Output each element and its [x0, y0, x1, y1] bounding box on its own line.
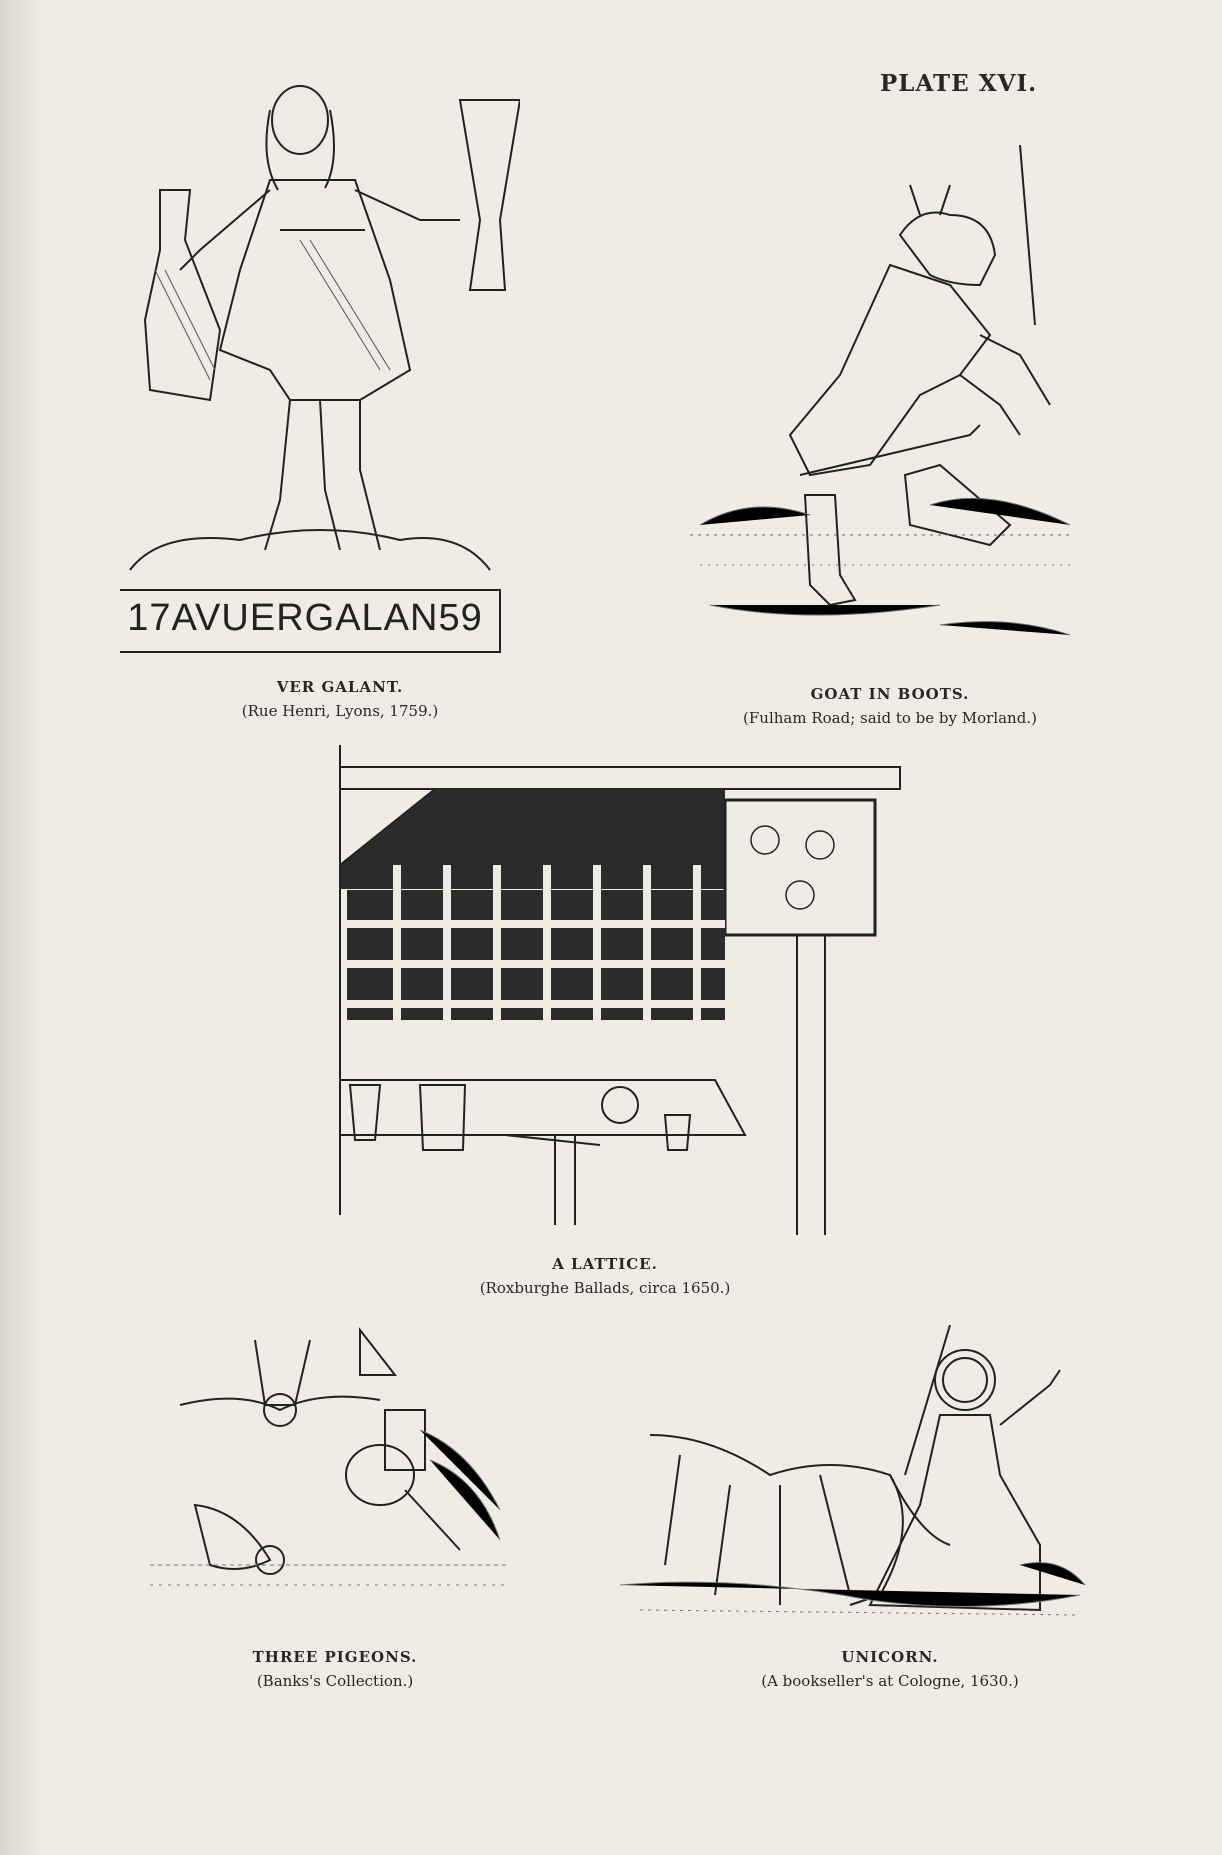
goat-in-boots-illustration: [690, 145, 1090, 665]
caption-subtitle: (A bookseller's at Cologne, 1630.): [761, 1672, 1019, 1690]
plate-title: PLATE XVI.: [880, 70, 1038, 97]
caption-title: A LATTICE.: [552, 1255, 658, 1273]
caption-subtitle: (Roxburghe Ballads, circa 1650.): [479, 1279, 731, 1297]
caption-title: GOAT IN BOOTS.: [810, 685, 970, 703]
book-binding-edge: [0, 0, 40, 1855]
figure-lattice: [335, 745, 905, 1245]
figure-three-pigeons: [150, 1310, 520, 1610]
figure-ver-galant: [120, 70, 520, 670]
caption-subtitle: (Rue Henri, Lyons, 1759.): [241, 702, 439, 720]
figure-unicorn: [620, 1325, 1090, 1630]
caption-goat-in-boots: [690, 682, 1090, 730]
caption-title: UNICORN.: [841, 1648, 939, 1666]
caption-lattice: [420, 1252, 790, 1300]
lattice-illustration: [335, 745, 905, 1245]
caption-ver-galant: [150, 675, 530, 723]
caption-three-pigeons: [150, 1645, 520, 1693]
inscription: 17AVUERGALAN59: [127, 597, 483, 639]
caption-unicorn: [690, 1645, 1090, 1693]
unicorn-illustration: [620, 1325, 1090, 1630]
caption-title: THREE PIGEONS.: [252, 1648, 418, 1666]
caption-subtitle: (Fulham Road; said to be by Morland.): [743, 709, 1037, 727]
caption-title: VER GALANT.: [276, 678, 404, 696]
ver-galant-illustration: [120, 70, 520, 670]
figure-goat-in-boots: [690, 145, 1090, 665]
caption-subtitle: (Banks's Collection.): [256, 1672, 414, 1690]
three-pigeons-illustration: [150, 1310, 520, 1610]
